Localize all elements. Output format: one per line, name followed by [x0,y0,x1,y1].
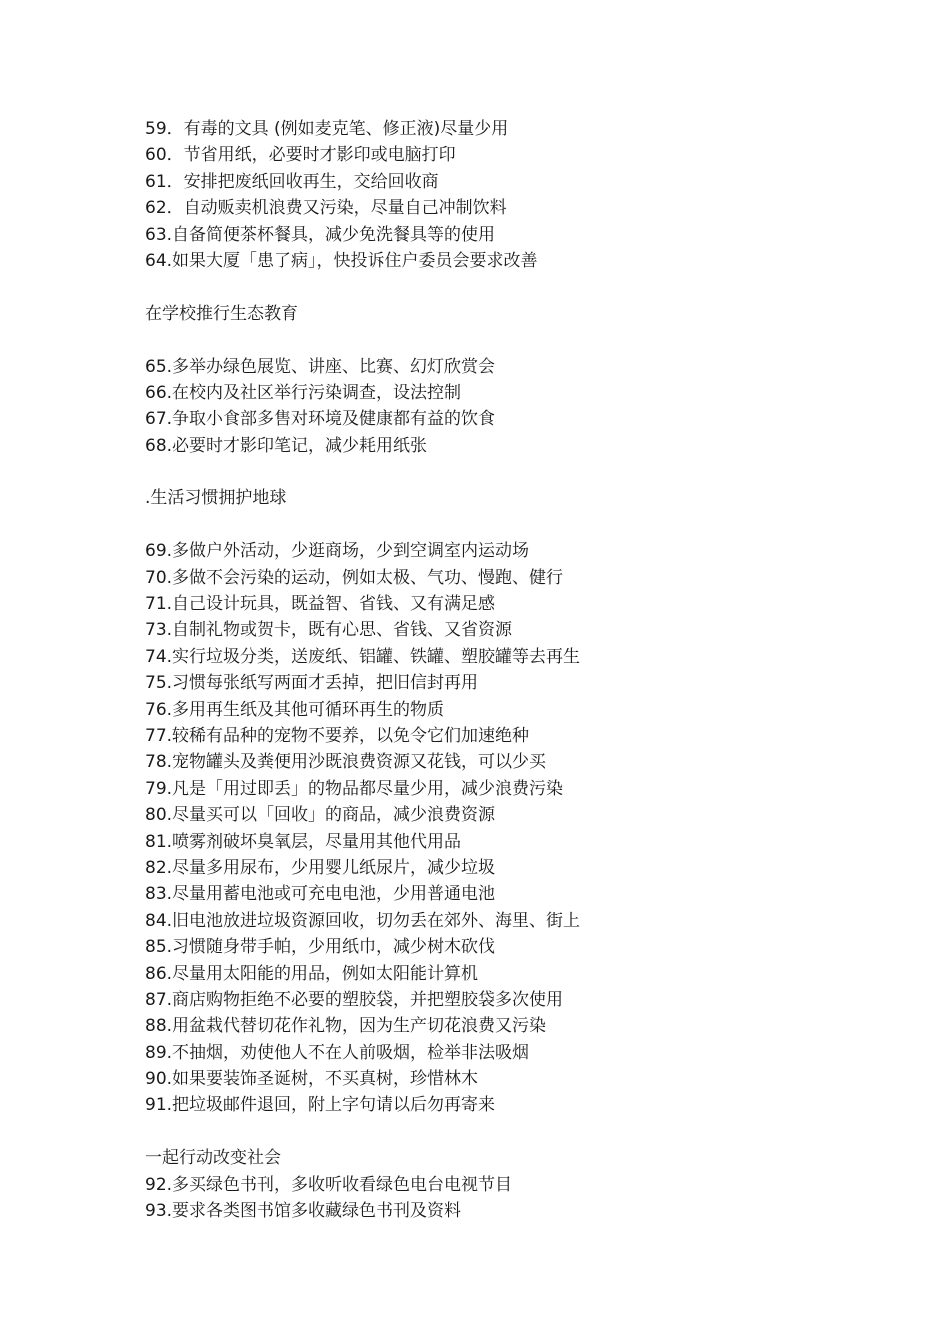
list-item: 79.凡是「用过即丢」的物品都尽量少用，减少浪费污染 [145,778,564,799]
list-item: 93.要求各类图书馆多收藏绿色书刊及资料 [145,1201,462,1222]
list-item: 88.用盆栽代替切花作礼物，因为生产切花浪费又污染 [145,1016,547,1037]
section-heading: 在学校推行生态教育 [145,303,298,324]
list-item: 63.自备简便茶杯餐具，减少免洗餐具等的使用 [145,224,496,245]
list-item: 77.较稀有品种的宠物不要养，以免令它们加速绝种 [145,725,530,746]
list-item: 87.商店购物拒绝不必要的塑胶袋，并把塑胶袋多次使用 [145,989,564,1010]
list-item: 61．安排把废纸回收再生，交给回收商 [145,171,439,192]
list-item: 86.尽量用太阳能的用品，例如太阳能计算机 [145,963,479,984]
list-item: 82.尽量多用尿布，少用婴儿纸尿片，减少垃圾 [145,857,496,878]
section-school-eco-education [145,301,905,459]
list-item: 71.自己设计玩具，既益智、省钱、又有满足感 [145,594,496,615]
section-heading: .生活习惯拥护地球 [145,488,287,509]
list-item: 83.尽量用蓄电池或可充电电池，少用普通电池 [145,884,496,905]
list-item: 89.不抽烟，劝使他人不在人前吸烟，检举非法吸烟 [145,1042,530,1063]
section-lifestyle-habits [145,485,905,1118]
list-item: 68.必要时才影印笔记，减少耗用纸张 [145,435,428,456]
list-item: 67.争取小食部多售对环境及健康都有益的饮食 [145,409,496,430]
list-item: 78.宠物罐头及粪便用沙既浪费资源又花钱，可以少买 [145,752,547,773]
list-item: 80.尽量买可以「回收」的商品，减少浪费资源 [145,805,496,826]
list-item: 75.习惯每张纸写两面才丢掉，把旧信封再用 [145,673,479,694]
list-item: 81.喷雾剂破坏臭氧层，尽量用其他代用品 [145,831,462,852]
list-item: 85.习惯随身带手帕，少用纸巾，减少树木砍伐 [145,937,496,958]
list-item: 90.如果要装饰圣诞树，不买真树，珍惜林木 [145,1069,479,1090]
paragraph-gap [145,327,905,353]
list-item: 92.多买绿色书刊，多收听收看绿色电台电视节目 [145,1174,513,1195]
list-item: 84.旧电池放进垃圾资源回收，切勿丢在郊外、海里、街上 [145,910,581,931]
document-body [145,116,905,1224]
list-item: 64.如果大厦「患了病」，快投诉住户委员会要求改善 [145,250,538,271]
paragraph-gap [145,274,905,300]
list-item: 74.实行垃圾分类，送废纸、铝罐、铁罐、塑胶罐等去再生 [145,646,581,667]
list-item: 91.把垃圾邮件退回，附上字句请以后勿再寄来 [145,1095,496,1116]
section-heading: 一起行动改变社会 [145,1148,281,1169]
section-act-together [145,1145,905,1224]
list-item: 62．自动贩卖机浪费又污染，尽量自己冲制饮料 [145,198,507,219]
list-item: 60．节省用纸，必要时才影印或电脑打印 [145,145,456,166]
section-office-tips [145,116,905,274]
list-item: 65.多举办绿色展览、讲座、比赛、幻灯欣赏会 [145,356,496,377]
list-item: 66.在校内及社区举行污染调查，设法控制 [145,382,462,403]
list-item: 59．有毒的文具 (例如麦克笔、修正液)尽量少用 [145,119,509,139]
paragraph-gap [145,459,905,485]
list-item: 69.多做户外活动，少逛商场，少到空调室内运动场 [145,541,530,562]
list-item: 76.多用再生纸及其他可循环再生的物质 [145,699,445,720]
paragraph-gap [145,512,905,538]
list-item: 70.多做不会污染的运动，例如太极、气功、慢跑、健行 [145,567,564,588]
paragraph-gap [145,1119,905,1145]
list-item: 73.自制礼物或贺卡，既有心思、省钱、又省资源 [145,620,513,641]
